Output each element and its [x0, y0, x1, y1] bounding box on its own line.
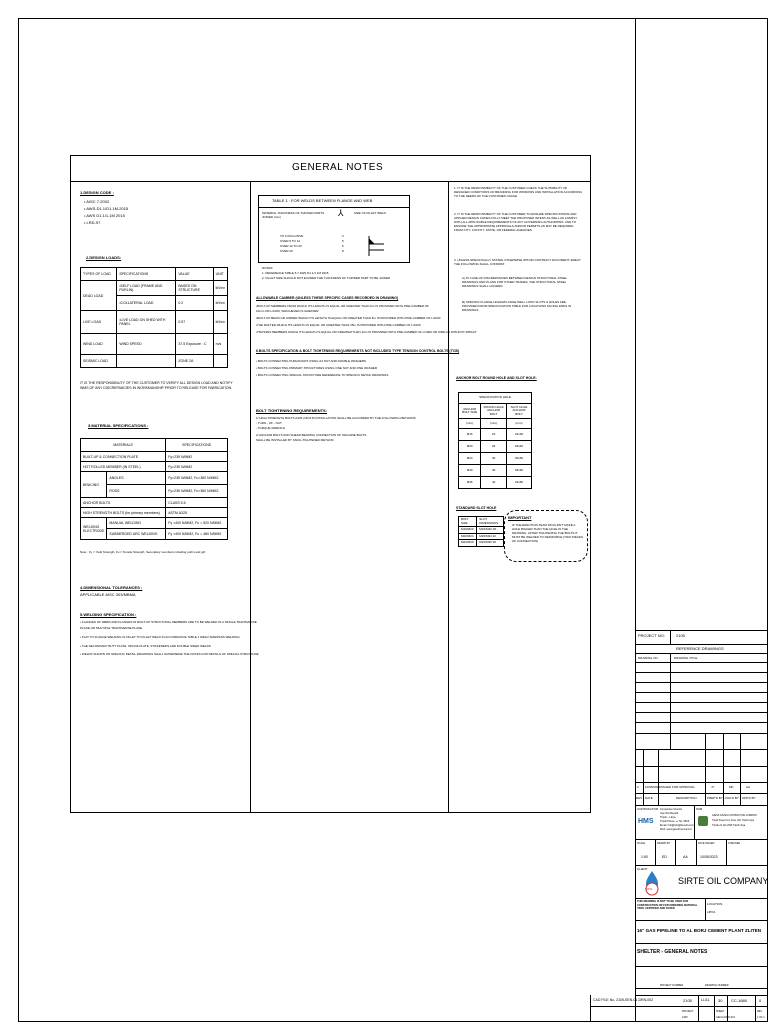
tb-line [635, 733, 768, 734]
bottom-header: DRAWING NUMBER [705, 984, 729, 987]
tb-line [635, 702, 768, 703]
right-note: 2. IT IS THE RESPONSIBILITY OF THE CUSTOMER TO ENSURE SPECIFICATIONS AND APPLIED DESIGN CODES FULLY MEET THE PROPOSED INTENT AS WELL AS COMPLY WITH ALL APPLICABLE REQUIREMENTS OF ANY GOVERNING AUTHORITIES. AND TO ENSURE THE APPROPRIATE APPROVALS AND/OR PERMITS AS MAY BE REQUIRED FROM CITY, COUNTY, STATE, OR FEDERAL AGENCIES [454, 212, 578, 232]
contractor-label: CONTRACTOR [637, 807, 659, 811]
tb-line [590, 995, 591, 1022]
tb-line [705, 733, 706, 805]
design-code-item: • LRD-97 [84, 220, 101, 225]
rev-header: DATE [645, 796, 653, 800]
table-row [459, 419, 532, 429]
bolt-tightening-item: SHALL BE INSTALLED BY SNUG-TIGHTENED METHOD [256, 438, 334, 442]
contractor-line: Tripoli Phone ++ No. 5626 [660, 820, 690, 823]
tb-line [635, 630, 768, 631]
tb-line [635, 793, 768, 794]
general-notes-title: GENERAL NOTES [292, 162, 384, 173]
tb-line [635, 943, 768, 944]
meta-header: DATE ISSUED [698, 842, 715, 845]
tb-line [670, 653, 671, 749]
table-cell: SUBMERGED ARC WELDING [107, 529, 166, 540]
tb-line [635, 766, 768, 767]
right-note: 1. IT IS THE RESPONSIBILITY OF THE CUSTOMER CHECK THE SUITABILITY OF DESIGNED CONDITIONS OF BRANDING FOR WINDOWS AND INSTALLATION ACCORDING TO THE NEEDS OF THE CUSTOMER USAGE [454, 186, 582, 198]
col-divider-1 [250, 181, 251, 813]
camber-item: •THE RAFTER WHICH ITS LENGTH IS EQUAL OR GREATER THAN 25m IS PROVIDED WITH PRE-CAMBER OF L/1000 [256, 323, 421, 327]
contractor-line: Companies Scientic [660, 808, 683, 811]
table-cell: M30 [459, 465, 481, 477]
bolt-tightening-heading: BOLT TIGHTENING REQUIREMENTS: [256, 408, 328, 413]
table-row [459, 477, 532, 489]
bottom-header: PROJECT NUMBER [660, 984, 684, 987]
anchor-bolt-table [458, 392, 532, 489]
right-note: A) IN CASE OF DISCREPANCIES BETWEEN DESIGN STRUCTURAL STEEL DRAWINGS AND PLANS FOR OTHER TRADES, THE STRUCTURAL STEEL DRAWINGS SHALL GOVERN. [462, 276, 568, 288]
table-cell: Fy =400 N/MM2, Fu = 520 N/MM2 [166, 518, 228, 529]
design-code-item: • AWS-D1.1/D1.1M-2015 [84, 206, 129, 211]
fillet-weld-icon: ⅄ [338, 208, 344, 218]
table-row [459, 540, 504, 547]
table-row [81, 508, 228, 518]
welding-spec-heading: 5.WELDING SPECIFICATION : [80, 612, 137, 617]
tb-line [655, 839, 656, 865]
sheet-value: 1 OF 1 [757, 1016, 765, 1019]
table-cell [213, 355, 227, 368]
table-cell: kN/m² [213, 296, 227, 311]
design-code-item: • AWS D1.1/1.1M 2015 [84, 213, 125, 218]
table-cell: Fy=235 N/MM2 [166, 452, 228, 462]
table-row [459, 453, 532, 465]
revision-date: 10/05/2023 [645, 785, 661, 789]
location-label: LOCATION: [707, 902, 723, 906]
tb-line [740, 733, 741, 805]
sheet-label: SHEET [716, 1010, 725, 1013]
table-header: VALUE [176, 268, 213, 281]
table-cell: (mm) [481, 419, 507, 429]
standard-slot-table [458, 516, 504, 547]
rev-header: REV [636, 796, 643, 800]
tb-line [635, 644, 768, 645]
tb-line [714, 995, 715, 1022]
table-cell: Fy =400 N/MM2, Fu = 480 N/MM2 [166, 529, 228, 540]
table-cell: 42 [481, 477, 507, 489]
table-cell: HOT ROLLED MEMBER (IN STEEL) [81, 462, 166, 472]
table-cell: WELDING ELECTRODE [81, 518, 107, 540]
reference-drawings: REFERENCE DRAWINGS [676, 646, 724, 651]
meta-header: CHECKED [728, 842, 741, 845]
tb-line [635, 682, 768, 683]
table1-note: NOTES: [262, 266, 274, 270]
table1-value: 5 [342, 239, 344, 243]
tb-line [635, 712, 768, 713]
tb-line [696, 839, 697, 865]
table-cell: M24/M30 26 [477, 540, 504, 547]
table-header: MATERIALS [81, 439, 166, 452]
table-row [459, 465, 532, 477]
table-cell: ASTM A325 [166, 508, 228, 518]
sub-line: AJESS GAYEN CONTRACTING COMPANY [712, 815, 758, 817]
table-cell: (mm) [459, 419, 481, 429]
table-cell: M20/M24 22 [477, 533, 504, 540]
table-cell: RODS [107, 485, 166, 498]
contractor-logo: HMS [638, 818, 654, 825]
meta-value: 1:50 [641, 855, 648, 859]
table-cell: (mm) [507, 419, 532, 429]
welding-spec-item: • FLANGES OF WEBS AND FLANGES IN BUILT-UP STRUCTURAL MEMBERS ARE TO BE WELDED IN A SINGLE TRANSVERSE [80, 620, 257, 624]
meta-header: DRAWN BY [657, 842, 671, 845]
design-loads-note: IT IS THE RESPONSIBILITY OF THE CUSTOMER TO VERIFY ALL DESIGN LOAD AND NOTIFY WMS OF ANY DISCREPANCIES IN WORKMANSHIP PRIOR TO RELEASE FOR FABRICATION. [80, 381, 233, 390]
meta-value: 10/05/2023 [700, 855, 718, 859]
rev-header: PREP'D BY [707, 796, 723, 800]
material-specs-note: Note : Fy = Yield Strength, Fu = Tensile Strength, Secondary members including purlin and girt [80, 550, 206, 554]
table-row [81, 268, 228, 281]
table-row [81, 452, 228, 462]
project-title: 16" GAS PIPELINE TO AL BORJ CEMENT PLANT ZLITEN [637, 928, 762, 933]
table1-note: 1. REFERENCE TABLE 5.7 AWS D1.1/1.1M 2015 [262, 271, 329, 275]
tb-line [635, 920, 768, 921]
table-header: ANCHOR BOLT SIZE [459, 404, 481, 419]
table-cell: •COLLATERAL LOAD [117, 296, 176, 311]
contractor-line: Web: www.gasoil.bencomms [660, 828, 692, 831]
sheet-value: 2105 [682, 1016, 688, 1019]
table-cell: M16/M20 [459, 527, 477, 534]
tb-line [635, 988, 768, 989]
table-cell: M16/M20 18 [477, 527, 504, 534]
camber-item: 10mm OR L/1000, WHICHEVER IS GREATER. [256, 309, 320, 313]
tb-line [635, 672, 768, 673]
camber-item: •BUILT-UP BEAM OR GIRDER WHICH ITS LENGTH IS EQUAL OR GREATER THAN 6m IS PROVIDED WITH PRE-CAMBER OF L/1000 [256, 316, 441, 320]
table-cell: 36 [481, 465, 507, 477]
revision-app: AA [746, 785, 751, 789]
rev-header: APP'D BY [742, 796, 756, 800]
col-divider-2 [448, 181, 449, 813]
contractor-line: Email: Info@info@benefit.com [660, 824, 694, 827]
drawing-title-label: DRAWING TITLE [674, 656, 698, 660]
table1-divider [258, 207, 410, 208]
table-row [459, 429, 532, 441]
tb-line [670, 630, 671, 644]
allowable-camber-heading: ALLOWABLE CAMBER (UNLESS THESE SPECIFIC CASES RECORDED IN DRAWING) [256, 296, 399, 300]
notes-title-divider [70, 181, 591, 182]
tb-line [590, 1006, 768, 1007]
bolts-spec-heading: 6.BOLTS SPECIFICATION & BOLT TIGHTENING REQUIREMENTS NOT INCLUDED TYPE TENSION CONTROL BOLTS (TCB) [256, 349, 460, 353]
meta-header: SCALE [637, 842, 646, 845]
table-cell: 26 [481, 441, 507, 453]
tb-line [675, 839, 676, 865]
table-header: SPECIFICATIONS [117, 268, 176, 281]
camber-item: •BUILT-UP MEMBERS FROM WHICH ITS LENGTH IS EQUAL OR GREATER THAN 6m IS PROVIDED WITH PRE-CAMBER OF [256, 304, 429, 308]
table-cell: Fy=235 N/MM2 [166, 462, 228, 472]
sub-line: Tripoli Street No.1 Zone (21) Tripoli Libya [712, 820, 754, 822]
table-cell: 22 [481, 429, 507, 441]
table-cell: Fy=235 N/MM2, Fu=360 N/MM2 [166, 485, 228, 498]
table1-row: OVER 12 TO 20 [280, 244, 302, 248]
tb-line [635, 782, 768, 783]
project-no: 2105 [676, 633, 685, 638]
table-row [81, 334, 228, 355]
rev-header: DESCRIPTION [676, 796, 697, 800]
bolt-tightening-item: - TURN - OF - NUT [256, 421, 282, 425]
bolt-tightening-item: 2/ ANCHOR BOLTS AND SHEAR BEARING CONNECTION OF MACHINE BOLTS [256, 433, 367, 437]
sheet-value: GEN-0-DRN-001 [716, 1016, 735, 1019]
table1-row: OVER 20 [280, 249, 293, 253]
tb-line [635, 749, 768, 750]
bolt-tightening-item: - TORQUE WRENCH [256, 426, 285, 430]
tb-line [635, 805, 768, 806]
contractor-line: Gas Oils Benefit [660, 812, 679, 815]
table-cell: 42x60 [507, 477, 532, 489]
table-cell: 26x40 [507, 441, 532, 453]
table-cell: •LIVE LOAD ON SHED WITH PANEL [117, 311, 176, 334]
table-row [81, 462, 228, 472]
tb-line [643, 749, 644, 805]
table-cell: BRACING [81, 472, 107, 498]
tb-line [635, 966, 768, 967]
tb-line [635, 865, 768, 866]
table-cell: ANGLES [107, 472, 166, 485]
title-block-divider [635, 18, 636, 1022]
bottom-value: 0 [759, 998, 762, 1003]
table-cell: 30x50 [507, 453, 532, 465]
table1-note: 2. FILLET SIZE SHOULD NOT EXCEED THE THICKNESS OF THINNER PART TO BE JOINED [262, 276, 391, 280]
tb-line [635, 662, 768, 663]
drawing-no-label: DRAWING NO. [638, 656, 659, 660]
welding-spec-item: • WELDS SHOWN ON SPECIFIC DETAIL DRAWINGS SHALL SUPERSEDE THE NOTES FOR DETAILS OF SPECIAL STRUCTURE [80, 652, 259, 656]
table-row [81, 311, 228, 334]
design-code-item: • AISC 7-2002 [84, 199, 110, 204]
table-cell: Fy=235 N/MM2, Fu=360 N/MM2 [166, 472, 228, 485]
welding-spec-item: • FLAT TO FLANGE WELDING IS FILLET TO FILLET WELD IN ACCORDANCE TABLE 1 WELD SIZE/PASS WELDING [80, 635, 240, 639]
table-row [459, 517, 504, 527]
right-note: B) SPECIFIC FLANGE HOLES/FLANGE WELL LONG SLOTS & HOLES ARE PROVIDED FROM SPECIFICATION TABLE FOR LOCATIONS FACING ENDS IN DRAWINGS [462, 300, 572, 312]
table-cell: SEISMIC LOAD [81, 355, 117, 368]
table-cell: BUILT-UP & CONNECTION PLATE [81, 452, 166, 462]
table-header: UNIT [213, 268, 227, 281]
bottom-value: 2105 [683, 998, 692, 1003]
table-cell: HIGH STRENGTH BOLTS (for primary members) [81, 508, 166, 518]
revision-by: JY [711, 785, 715, 789]
client-logo-text: SIRTE [645, 888, 653, 891]
table-cell: 0.57 [176, 311, 213, 334]
tb-line [635, 898, 768, 899]
table-cell: M20/M24 [459, 533, 477, 540]
table-cell: ZONE 2A [176, 355, 213, 368]
sub-logo-icon [698, 816, 708, 826]
revision-chk: MK [729, 785, 734, 789]
table-row [81, 472, 228, 485]
welding-spec-item: • THE SECONDARY BUTT PLATE, SPLICE PLATE, STIFFENERS AND DOUBLE SIDED WELDS [80, 644, 211, 648]
tb-line [694, 805, 695, 839]
right-note: 3. UNLESS SPECIFICALLY STATED OTHERWISE WITHIN CONTRACT DOCUMENT, ERECT THE FOLLOWING SHALL CONFIRM: [454, 258, 581, 266]
table1-col2: SIZE OF FILLET WELD [354, 211, 386, 215]
tb-line [698, 995, 699, 1022]
meta-value: AA [683, 855, 688, 859]
important-label: IMPORTANT [508, 515, 532, 520]
table1-row: TO 6 INCLUSIVE [280, 234, 304, 238]
table-cell: 30 [481, 453, 507, 465]
material-specs-heading: 3.MATERIAL SPECIFICATIONS : [88, 423, 149, 428]
table-cell: LIVE LOAD [81, 311, 117, 334]
disclaimer: THIS DRAWING IS NOT TO BE USED FOR CONSTRUCTION OR FOR ORDERING MATERIAL UNTIL CERTIFIED AND DATED [637, 900, 698, 910]
table-cell: ANCHOR BOLTS [81, 498, 166, 508]
table-cell: M24/M30 [459, 540, 477, 547]
standard-slot-heading: STANDARD SLOT HOLE [456, 506, 497, 510]
weld-joint-icon [366, 234, 388, 258]
table-cell: DEAD LOAD [81, 281, 117, 311]
camber-item: •TRUSSES MEMBERS WHICH ITS LENGTH IS EQUAL OR GREATER THAN 10m IS PROVIDED WITH PRE-CAMBER OF L/1000 OR SIMILAR WITHOUT IMPACT [256, 330, 477, 334]
contractor-line: Tripoli – Libya [660, 816, 676, 819]
table-cell: m/s [213, 334, 227, 355]
bolts-spec-item: • BOLTS CONNECTING PURLIN/GIRT USING A4 NUT AND DOUBLE WASHERS [256, 359, 366, 363]
drawing-title: SHELTER - GENERAL NOTES [637, 949, 708, 955]
tb-line [635, 692, 768, 693]
table-header: SLOT HOLE ANCHOR BOLT [507, 404, 532, 419]
client-name: SIRTE OIL COMPANY [678, 876, 768, 886]
dimensional-tolerances-heading: 4.DIMENSIONAL TOLERANCES : [80, 585, 143, 590]
tb-line [755, 995, 756, 1022]
client-logo-icon [641, 870, 663, 896]
bottom-value: LLI11 [701, 998, 710, 1002]
tb-line [705, 898, 706, 920]
client-label: CLIENT [637, 867, 648, 871]
tb-line [635, 722, 768, 723]
sheet-label: REV [757, 1010, 763, 1013]
table-cell: MANUAL WELDING [107, 518, 166, 529]
table1-value: 6 [342, 244, 344, 248]
meta-value: ED [662, 855, 667, 859]
table-cell: •SELF LOAD (FRAME AND PURLIN) [117, 281, 176, 296]
important-text: IF THE ERECTION TEAM WOULDN'T MAKE A HOLE BIGGER THAN THE HOLE IN THE DRAWING. AFTER TIGHTENING THE BOLTS IT MUST BE WELDED TO REINFORCE (TWO PIECES OF CONNECTION) [512, 523, 584, 543]
table-cell: M20 [459, 441, 481, 453]
welding-spec-item: PLANE OR MULTIPLE TRANSVERSE PLANE [80, 626, 143, 630]
design-loads-heading: 2.DESIGN LOADS: [86, 255, 122, 260]
table-cell: kN/m² [213, 281, 227, 296]
table1-row: OVER 6 TO 12 [280, 239, 301, 243]
table-cell: M24 [459, 453, 481, 465]
table-row [81, 439, 228, 452]
tb-line [635, 995, 768, 996]
table-cell: M36 [459, 477, 481, 489]
table-cell: kN/m² [213, 311, 227, 334]
bolts-spec-item: • BOLTS CONNECTING PRIMARY STRUCTURES USING ONE NUT AND ONE WASHER [256, 366, 378, 370]
table-cell: WIND SPEED [117, 334, 176, 355]
table-row [81, 355, 228, 368]
tb-line [635, 653, 768, 654]
table-row [459, 441, 532, 453]
rev-header: CHK'D BY [725, 796, 739, 800]
tb-line [658, 749, 659, 805]
material-specs-table [80, 438, 228, 540]
bolt-tightening-item: 1/ HIGH STRENGTH BOLTS A325 (OR 8.8) INSTALLATION SHALL BE ACCORDED BY THE FOLLOWING METHODS: [256, 416, 417, 420]
table1-value: 8 [342, 249, 344, 253]
tb-line [726, 839, 727, 865]
revision-description: ISSUED FOR APPROVAL [660, 785, 695, 789]
table-cell: 36x60 [507, 465, 532, 477]
table-cell: 0.2 [176, 296, 213, 311]
table-header: SPECIFICATIONS [166, 439, 228, 452]
dimensional-tolerances-text: APPLICABLE AISC 303/MBMA [80, 592, 136, 597]
table1-col1: MATERIAL THICKNESS OF THICKER PARTS JOINED (mm) [262, 211, 325, 219]
table-row [81, 518, 228, 529]
table-row [81, 281, 228, 296]
table-header: SLOT DIMENSIONS [477, 517, 504, 527]
table-header: BOLT SIZE [459, 517, 477, 527]
table-cell: 22x30 [507, 429, 532, 441]
tb-line [723, 733, 724, 805]
table1-value: 3 [342, 234, 344, 238]
table-cell: CLASS 5.6 [166, 498, 228, 508]
sheet-label: PROJECT [682, 1010, 694, 1013]
table-cell: BASED ON STRUCTURE [176, 281, 213, 296]
design-code-heading: 1.DESIGN CODE : [80, 190, 114, 195]
table-cell [117, 355, 176, 368]
table-cell: M16 [459, 429, 481, 441]
cad-file: CAD FILE No. 2105-EEN-01-DRN-002 [593, 998, 654, 1002]
bolts-spec-item: • BOLTS CONNECTING SPECIAL STRUCTURE REFERENCE TO SPECIFIC DETAIL DRAWINGS [256, 373, 389, 377]
table-row [459, 393, 532, 404]
table-row [81, 498, 228, 508]
revision-rev: 0 [637, 785, 639, 789]
bottom-value: 30 [718, 998, 723, 1003]
location-value: LIBYA [707, 910, 716, 914]
project-no-label: PROJECT NO: [638, 633, 665, 638]
bottom-value: CC-1680 [731, 998, 748, 1003]
sub-label: SUB [696, 807, 703, 811]
table-cell: WIND LOAD [81, 334, 117, 355]
table1-title: TABLE 1 : FOR WELDS BETWEEN FLANGE AND WEB [272, 198, 373, 203]
table-cell: 37.5 Exposure : C [176, 334, 213, 355]
anchor-bolt-heading: ANCHOR BOLT ROUND HOLE AND SLOT HOLE: [456, 376, 537, 380]
design-loads-table [80, 267, 228, 368]
table-header: TYPES OF LOAD [81, 268, 117, 281]
table-row [459, 404, 532, 419]
sub-line: Tripoli+21 Info 2925 Tripoli Libya [712, 825, 746, 827]
table-header: SPECIFICATION HOLE [459, 393, 532, 404]
table-header: ROUND HOLE ANCHOR BOLT [481, 404, 507, 419]
